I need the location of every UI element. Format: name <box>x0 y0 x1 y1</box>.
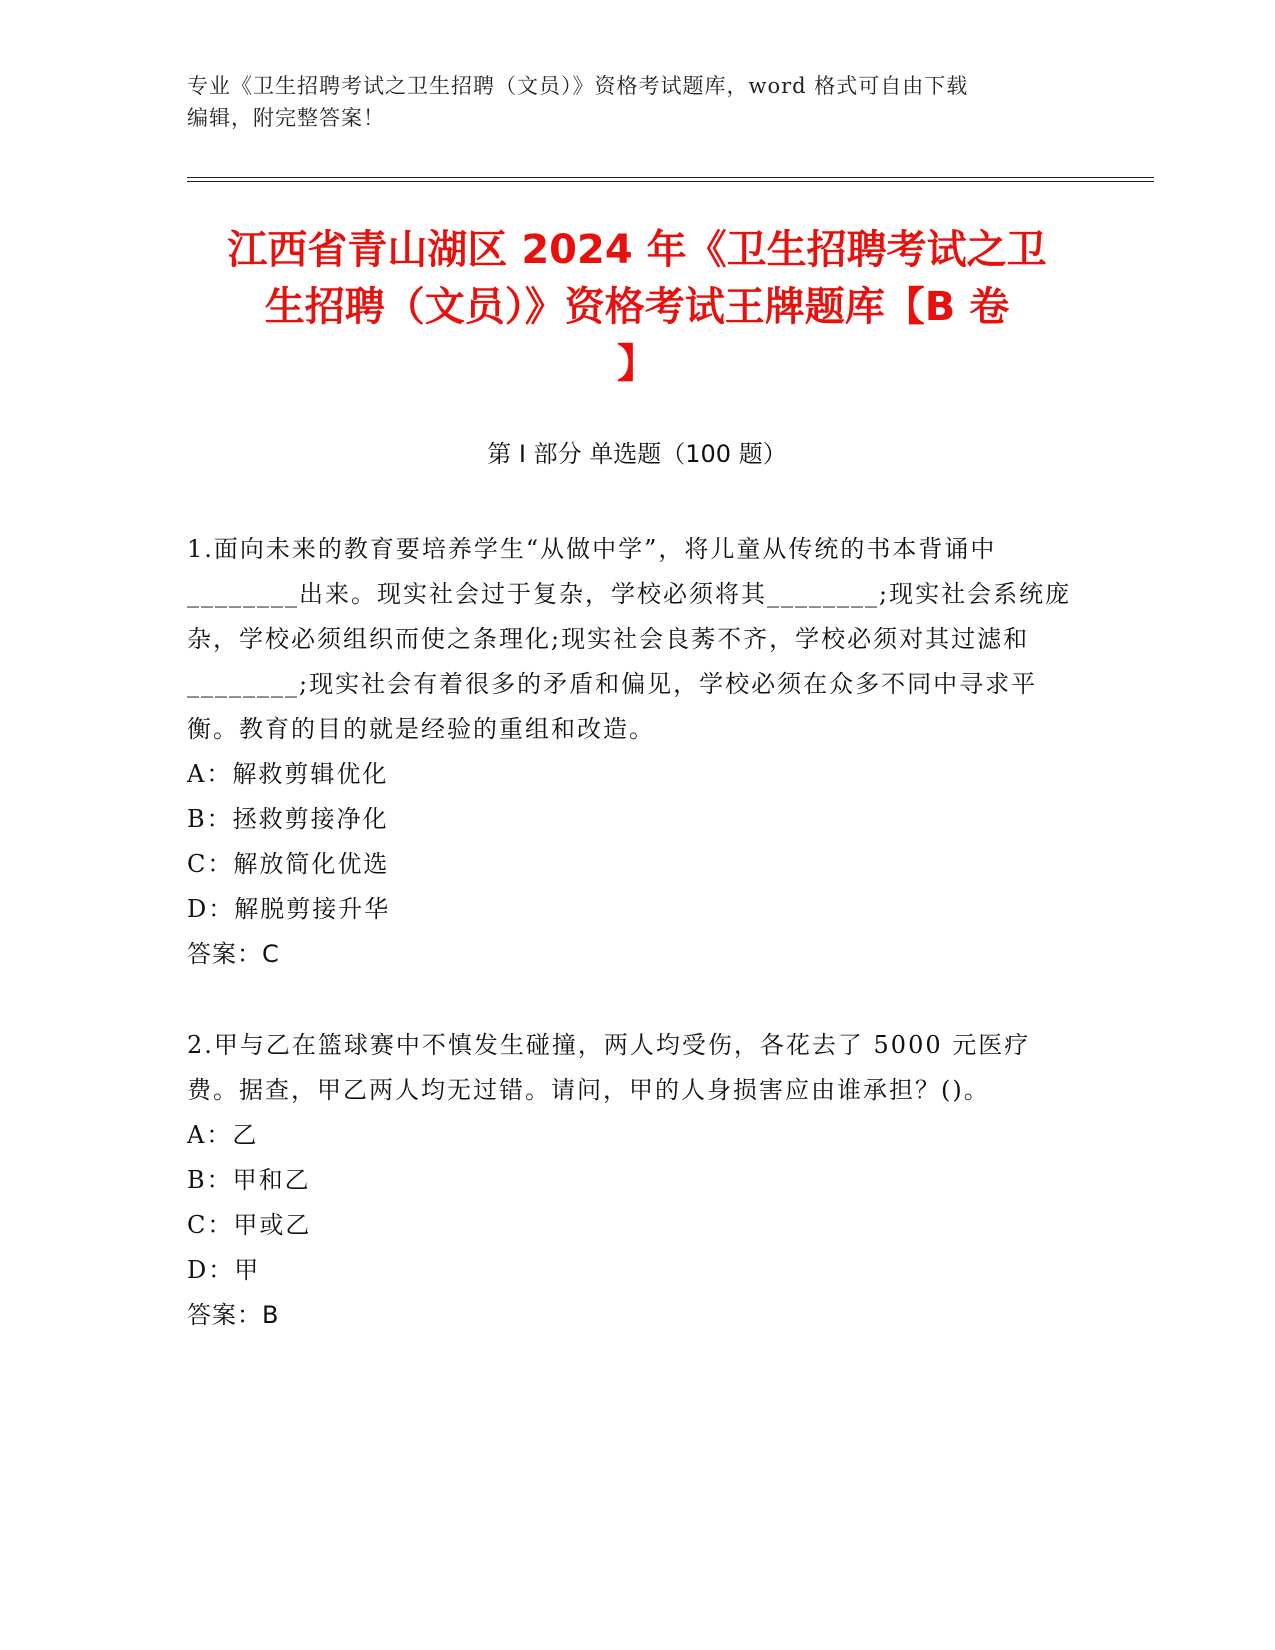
page-header <box>187 70 1087 134</box>
question-stem: 2.甲与乙在篮球赛中不慎发生碰撞，两人均受伤，各花去了 5000 元医疗费。据查，甲乙两人均无过错。请问，甲的人身损害应由谁承担？()。 <box>187 1031 1031 1104</box>
option-d: D：甲 <box>187 1256 261 1284</box>
document-title <box>187 222 1087 393</box>
question-1 <box>187 527 1077 977</box>
option-c: C：甲或乙 <box>187 1211 312 1239</box>
section-heading: 第 I 部分 单选题（100 题） <box>487 440 787 468</box>
title-line-2: 生招聘（文员）》资格考试王牌题库【B 卷 <box>264 284 1010 330</box>
header-line-1: 专业《卫生招聘考试之卫生招聘（文员）》资格考试题库，word 格式可自由下载 <box>187 74 969 98</box>
question-stem: 1.面向未来的教育要培养学生“从做中学”，将儿童从传统的书本背诵中________出来。现实社会过于复杂，学校必须将其________;现实社会系统庞杂，学校必须组织而使之条理化;现实社会良莠不齐，学校必须对其过滤和________;现实社会有着很多的矛盾和偏见，学校必须在众多不同中寻求平衡。教育的目的就是经验的重组和改造。 <box>187 535 1072 743</box>
option-c: C：解放简化优选 <box>187 850 390 878</box>
answer-line: 答案：B <box>187 1301 280 1329</box>
header-divider <box>187 177 1154 182</box>
option-d: D：解脱剪接升华 <box>187 895 391 923</box>
option-b: B：拯救剪接净化 <box>187 805 389 833</box>
answer-line: 答案：C <box>187 940 280 968</box>
question-2 <box>187 1023 1077 1338</box>
option-a: A：解救剪辑优化 <box>187 760 389 788</box>
option-b: B：甲和乙 <box>187 1166 311 1194</box>
option-a: A：乙 <box>187 1121 259 1149</box>
title-line-3: 】 <box>617 341 657 387</box>
header-line-2: 编辑，附完整答案！ <box>187 106 385 130</box>
title-line-1: 江西省青山湖区 2024 年《卫生招聘考试之卫 <box>227 227 1047 273</box>
